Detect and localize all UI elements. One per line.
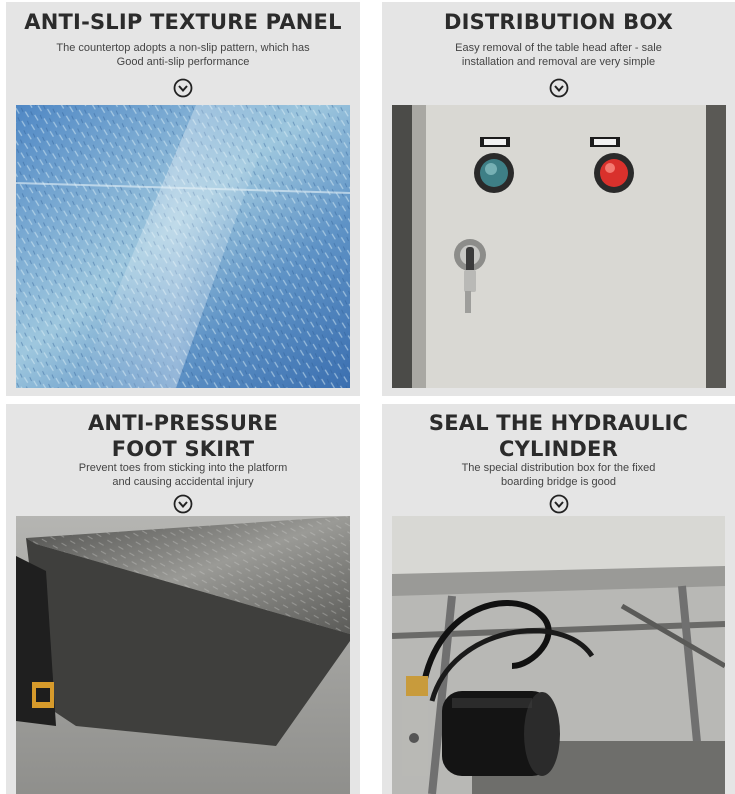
feature-panel-hydraulic-cylinder: [382, 404, 735, 794]
feature-panel-foot-skirt: [6, 404, 360, 794]
chevron-down-circle-icon: [173, 78, 193, 98]
feature-panel-distribution-box: [382, 2, 735, 396]
panel-title: ANTI-PRESSURE FOOT SKIRT: [87, 411, 279, 461]
hydraulic-cylinder-photo: [392, 516, 725, 794]
panel-description: The countertop adopts a non-slip pattern, which has Good anti-slip performance: [56, 42, 310, 68]
panel-description: Easy removal of the table head after - sale installation and removal are very simple: [455, 42, 662, 68]
panel-title: ANTI-SLIP TEXTURE PANEL: [24, 10, 342, 34]
panel-title: SEAL THE HYDRAULIC CYLINDER: [428, 411, 689, 461]
anti-slip-plate-photo: [16, 105, 350, 388]
foot-skirt-photo: [16, 516, 350, 794]
chevron-down-circle-icon: [173, 494, 193, 514]
panel-title: DISTRIBUTION BOX: [443, 10, 674, 34]
distribution-box-photo: [392, 105, 726, 388]
feature-panel-anti-slip: [6, 2, 360, 396]
panel-description: The special distribution box for the fixed boarding bridge is good: [461, 462, 656, 488]
panel-description: Prevent toes from sticking into the platform and causing accidental injury: [78, 462, 288, 488]
chevron-down-circle-icon: [549, 494, 569, 514]
chevron-down-circle-icon: [549, 78, 569, 98]
